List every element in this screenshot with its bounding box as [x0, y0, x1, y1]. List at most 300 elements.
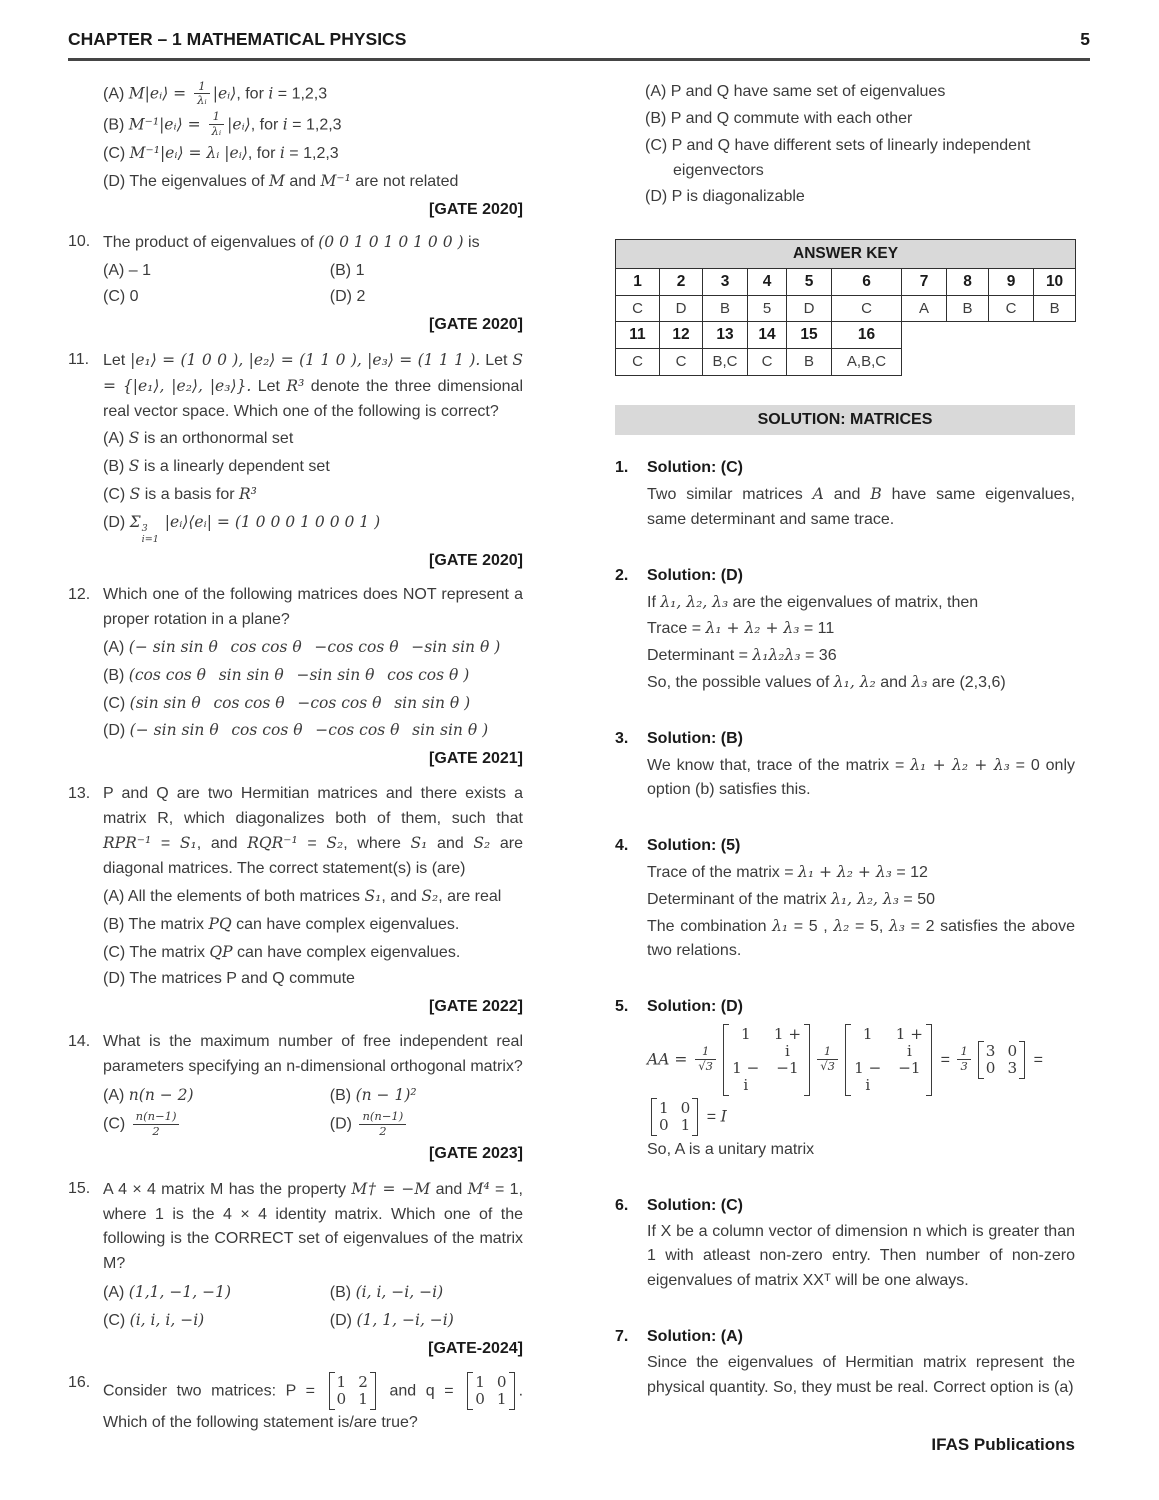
solution-number: 7. [615, 1328, 629, 1346]
text: The product of eigenvalues of [103, 233, 319, 251]
chapter-title: CHAPTER – 1 MATHEMATICAL PHYSICS [68, 29, 407, 49]
answer-cell: C [989, 296, 1034, 322]
math-expression: (sin sin θ cos cos θ −cos cos θ sin sin θ ) [129, 693, 471, 712]
text: (D) [103, 722, 130, 740]
text: = 12 [891, 864, 928, 882]
text: is a basis for [140, 485, 239, 503]
text: = 2 satisfies the above two relations. [647, 917, 1076, 960]
question-text [103, 1030, 523, 1080]
math-expression: (1,1, −1, −1) [128, 1283, 232, 1302]
answer-cell: C [616, 349, 660, 375]
math-expression: (i, i, −i, −i) [355, 1283, 444, 1302]
answer-cell: B [1034, 296, 1076, 322]
option [103, 510, 523, 546]
options [103, 426, 523, 545]
text: , for [236, 85, 269, 103]
text: denote the three dimensional real vector space. Which one of the following is correct? [103, 377, 523, 420]
math-expression: QP [209, 942, 233, 961]
text: is a linearly dependent set [139, 458, 330, 476]
math-expression: (n − 1)² [355, 1085, 417, 1104]
options [103, 884, 523, 992]
math-expression: λ₁ + λ₂ + λ₃ [705, 619, 800, 638]
text: (B) [329, 1086, 356, 1104]
solution-answer: Solution: (D) [647, 566, 743, 584]
question-number: 11. [68, 350, 90, 368]
question-index: 5 [787, 269, 832, 296]
math-expression: M [269, 172, 285, 191]
text: are (2,3,6) [927, 674, 1006, 692]
answer-cell: A,B,C [832, 349, 902, 375]
text: have same eigenvalues, same determinant and same trace. [647, 486, 1076, 529]
question-text [103, 1177, 523, 1277]
option [330, 259, 523, 284]
answer-cell: C [660, 349, 703, 375]
math-expression: R³ [286, 376, 305, 395]
solution-number: 5. [615, 998, 629, 1016]
question-14 [68, 1030, 523, 1168]
text: (D) [329, 1116, 357, 1133]
question-index: 8 [947, 269, 989, 296]
solution-2 [615, 564, 1075, 696]
solution-6 [615, 1194, 1075, 1294]
column-gap [523, 78, 615, 1445]
option [103, 1083, 330, 1109]
math-expression: |e₁⟩ = (1 0 0 ), |e₂⟩ = (1 1 0 ), |e₃⟩ = (1 1 1 ). [130, 350, 481, 369]
math-expression: (− sin sin θ cos cos θ −cos cos θ sin sin θ ) [129, 721, 489, 740]
page-header [68, 26, 1090, 61]
answer-key-numbers-row [616, 269, 1076, 296]
text: So, A is a unitary matrix [647, 1141, 815, 1159]
question-index: 14 [748, 322, 787, 349]
solution-number: 1. [615, 459, 629, 477]
math-expression: |eᵢ⟩⟨eᵢ| = (1 0 0 0 1 0 0 0 1 ) [159, 512, 381, 531]
answer-cell: B,C [703, 349, 748, 375]
text: are the eigenvalues of matrix, then [728, 593, 979, 611]
math-expression: n(n − 2) [128, 1085, 194, 1104]
solution-number: 6. [615, 1196, 629, 1214]
math-expression: (cos cos θ sin sin θ −sin sin θ cos cos θ ) [128, 665, 470, 684]
question-text [103, 230, 523, 256]
text: (B) [103, 458, 129, 476]
text: = 1,2,3 [284, 145, 339, 163]
text: Trace = [647, 620, 706, 638]
math-expression: AA = [647, 1050, 693, 1069]
text: P and Q are two Hermitian matrices and there exists a matrix R, which diagonalizes both of them, such that [103, 784, 523, 827]
text: We know that, trace of the matrix = [647, 756, 911, 774]
text: (C) 0 [103, 288, 139, 306]
text: (C) The matrix [103, 943, 210, 961]
fraction: $\frac{n(n-1)}{2}$ [359, 1110, 406, 1139]
question-number: 13. [68, 784, 91, 802]
math-expression: R³ [239, 484, 257, 503]
text: = [1029, 1051, 1043, 1069]
text: (A) [103, 430, 129, 448]
text: (C) P and Q have different sets of linearly independent eigenvectors [645, 136, 1031, 179]
text: (B) P and Q commute with each other [645, 109, 913, 127]
text: Which one of the following matrices does NOT represent a proper rotation in a plane? [103, 586, 523, 629]
question-index: 3 [703, 269, 748, 296]
question-9-options-block [103, 80, 523, 195]
text: So, the possible values of [647, 674, 834, 692]
math-expression: S₁ [179, 834, 197, 853]
text: If X be a column vector of dimension n which is greater than 1 with atleast non-zero entry. Then number of non-zero eigenvalues of matrix XXᵀ will be one always. [647, 1222, 1075, 1290]
math-expression: RPR⁻¹ [103, 834, 152, 853]
fraction: $\frac{1}{√3}$ [695, 1045, 716, 1074]
gate-year-tag: [GATE 2022] [429, 998, 523, 1016]
math-expression: S = {|e₁⟩, |e₂⟩, |e₃⟩}. [103, 350, 523, 395]
matrix: 1 2 0 1 [329, 1372, 376, 1410]
option [103, 141, 523, 167]
option [103, 635, 523, 661]
solution-text [647, 1220, 1075, 1294]
solution-number: 2. [615, 566, 629, 584]
text: (A) [103, 1086, 129, 1104]
text: , for [247, 145, 280, 163]
option [645, 80, 1075, 105]
text: (C) [103, 1311, 130, 1329]
text: = 1, where 1 is the 4 × 4 identity matrix. Which one of the following is the CORRECT set of eigenvalues of the matrix M? [103, 1180, 524, 1273]
math-expression: M⁻¹|eᵢ⟩ = [128, 115, 206, 134]
options [103, 635, 523, 744]
text: = [702, 1108, 721, 1126]
text: and [430, 1180, 468, 1198]
answer-cell: D [660, 296, 703, 322]
solution-answer: Solution: (5) [647, 837, 741, 855]
solution-section-header: SOLUTION: MATRICES [615, 405, 1075, 436]
option [103, 912, 523, 938]
option [103, 259, 330, 284]
text: (D) P is diagonalizable [645, 188, 805, 206]
question-number: 12. [68, 586, 91, 604]
text: , for [250, 116, 283, 134]
option [103, 718, 523, 744]
text: , and [196, 835, 248, 853]
solution-answer: Solution: (D) [647, 998, 743, 1016]
option [645, 134, 1075, 184]
text: = 36 [800, 647, 837, 665]
answer-cell: B [787, 349, 832, 375]
text: (C) [103, 694, 130, 712]
text: (D) The matrices P and Q commute [103, 970, 355, 988]
answer-cell: C [616, 296, 660, 322]
text: Let [480, 351, 513, 369]
math-expression: λ₁λ₂λ₃ [752, 646, 801, 665]
answer-key-title: ANSWER KEY [616, 240, 1076, 269]
fraction: $\frac{1}{\text{λᵢ}}$ [209, 110, 225, 139]
option [330, 285, 523, 310]
text: and [284, 173, 321, 191]
math-expression: λ₃ [888, 916, 906, 935]
solution-text [647, 482, 1075, 533]
text: = 5, [849, 917, 889, 935]
text: If [647, 593, 661, 611]
solution-text [647, 1138, 1075, 1163]
text: can have complex eigenvalues. [232, 943, 461, 961]
text: Determinant of the matrix [647, 890, 832, 908]
math-expression: PQ [208, 914, 232, 933]
question-16-options-block [615, 80, 1075, 210]
question-index: 6 [832, 269, 902, 296]
question-text [103, 583, 523, 633]
question-number: 14. [68, 1033, 91, 1051]
option [103, 1110, 330, 1139]
gate-year-tag: [GATE 2020] [429, 551, 523, 569]
question-number: 15. [68, 1179, 91, 1197]
math-expression: M|eᵢ⟩ = [128, 84, 192, 103]
text: is [463, 233, 480, 251]
text: = 11 [799, 620, 835, 638]
solution-text [647, 616, 1075, 642]
text: = [297, 835, 327, 853]
option [103, 285, 330, 310]
math-expression: S₁ [410, 834, 428, 853]
option [103, 663, 523, 689]
math-expression: S [128, 429, 140, 448]
text: (D) [329, 1311, 357, 1329]
text: (B) [103, 116, 129, 134]
solution-answer: Solution: (A) [647, 1328, 743, 1346]
solution-text [647, 643, 1075, 669]
text: = 1,2,3 [287, 116, 342, 134]
text: Let [251, 377, 287, 395]
math-expression: |eᵢ⟩ [212, 84, 237, 103]
text: The combination [647, 917, 773, 935]
option [103, 80, 523, 109]
text: = 50 [898, 890, 935, 908]
options [103, 1081, 523, 1139]
text: , and [381, 888, 422, 906]
option [103, 482, 523, 508]
question-index: 12 [660, 322, 703, 349]
text: = 0 only option (b) satisfies this. [647, 756, 1076, 799]
text: and [823, 486, 871, 504]
question-12 [68, 583, 523, 773]
math-expression: S₁ [364, 887, 382, 906]
math-expression: λ₁ [772, 916, 789, 935]
text: = 1,2,3 [273, 85, 328, 103]
text: is an orthonormal set [139, 430, 294, 448]
answer-cell: C [748, 349, 787, 375]
options [103, 257, 523, 311]
question-index: 15 [787, 322, 832, 349]
text: Two similar matrices [647, 486, 813, 504]
solution-number: 4. [615, 837, 629, 855]
gate-year-tag: [GATE 2020] [429, 316, 523, 334]
gate-year-tag: [GATE 2021] [429, 750, 523, 768]
math-expression: (1, 1, −i, −i) [356, 1310, 454, 1329]
math-expression: i [279, 144, 285, 163]
text: (D) [103, 513, 130, 531]
math-expression: i [282, 115, 288, 134]
text: can have complex eigenvalues. [231, 915, 460, 933]
text: (D) 2 [329, 288, 366, 306]
math-expression: λ₁, λ₂, λ₃ [660, 592, 729, 611]
answer-cell: B [947, 296, 989, 322]
text: = 5 , [788, 917, 834, 935]
solution-text [647, 887, 1075, 913]
matrix: 1 1 + i 1 − i −1 [723, 1024, 810, 1096]
question-10 [68, 230, 523, 339]
text: (A) – 1 [103, 261, 152, 279]
solution-1 [615, 456, 1075, 532]
math-expression: I [720, 1107, 727, 1126]
text: A 4 × 4 matrix M has the property [103, 1180, 352, 1198]
option [645, 185, 1075, 210]
question-number: 10. [68, 232, 91, 250]
solution-equation [647, 1023, 1075, 1137]
text: (A) [103, 638, 129, 656]
text: (A) [103, 1284, 129, 1302]
text: and [427, 835, 474, 853]
option [330, 1083, 523, 1109]
answer-key-header-row [616, 240, 1076, 269]
option [103, 111, 523, 140]
math-expression: λ₂ [833, 916, 850, 935]
solution-text [647, 1351, 1075, 1401]
solution-5 [615, 995, 1075, 1163]
matrix: 1 0 0 1 [467, 1372, 514, 1410]
solution-answer: Solution: (B) [647, 729, 743, 747]
option [330, 1110, 523, 1139]
option [103, 1308, 330, 1334]
question-11 [68, 348, 523, 574]
math-expression: B [870, 485, 882, 504]
math-expression: λ₃ [911, 673, 928, 692]
question-index: 1 [616, 269, 660, 296]
solution-answer: Solution: (C) [647, 1196, 743, 1214]
matrix: 3 0 0 3 [978, 1041, 1025, 1079]
answer-key-table [615, 239, 1076, 376]
matrix: 1 1 + i 1 − i −1 [845, 1024, 932, 1096]
gate-year-tag: [GATE-2024] [428, 1339, 523, 1357]
math-expression: S₂ [326, 834, 344, 853]
option [103, 940, 523, 966]
math-expression: i [268, 84, 274, 103]
fraction: $\frac{n(n-1)}{2}$ [133, 1110, 180, 1139]
option [103, 691, 523, 717]
question-text [103, 348, 523, 424]
text: (A) All the elements of both matrices [103, 888, 365, 906]
question-text [103, 1371, 523, 1436]
text: . Which of the following statement is/are true? [103, 1382, 524, 1432]
text: (B) [103, 666, 129, 684]
right-column [615, 78, 1075, 1445]
text: and q = [379, 1382, 464, 1400]
text: are diagonal matrices. The correct statement(s) is (are) [103, 835, 524, 878]
question-number: 16. [68, 1374, 91, 1392]
option [103, 426, 523, 452]
question-index: 7 [902, 269, 947, 296]
text: (C) [103, 145, 130, 163]
text: Determinant = [647, 647, 753, 665]
math-expression: Σ [129, 512, 141, 531]
answer-cell: B [703, 296, 748, 322]
gate-year-tag: [GATE 2023] [429, 1145, 523, 1163]
solution-7 [615, 1325, 1075, 1400]
answer-cell: A [902, 296, 947, 322]
solution-text [647, 670, 1075, 696]
answer-key-empty-area [902, 322, 1076, 375]
answer-cell: 5 [748, 296, 787, 322]
math-expression: |eᵢ⟩ [227, 115, 251, 134]
solution-text [647, 753, 1075, 804]
math-expression: RQR⁻¹ [247, 834, 298, 853]
option [103, 1280, 330, 1306]
question-index: 9 [989, 269, 1034, 296]
matrix: 1 0 0 1 [651, 1098, 698, 1136]
text: (A) P and Q have same set of eigenvalues [645, 83, 946, 101]
question-index: 11 [616, 322, 660, 349]
text: are not related [350, 173, 459, 191]
text: Let [103, 351, 131, 369]
solution-text [647, 590, 1075, 616]
question-15 [68, 1177, 523, 1363]
question-text [103, 782, 523, 882]
text: = [936, 1051, 955, 1069]
question-index: 16 [832, 322, 902, 349]
fraction: $\frac{1}{√3}$ [817, 1045, 838, 1074]
option [330, 1280, 523, 1306]
math-expression: λ₁ + λ₂ + λ₃ [798, 863, 892, 882]
text: (B) 1 [329, 261, 365, 279]
option [103, 454, 523, 480]
text: (B) [329, 1284, 356, 1302]
math-expression: A [812, 485, 824, 504]
question-index: 2 [660, 269, 703, 296]
math-expression: S [128, 457, 140, 476]
solution-text [647, 860, 1075, 886]
text: Consider two matrices: P = [103, 1382, 325, 1400]
fraction: $\frac{1}{3}$ [957, 1045, 970, 1074]
text: and [875, 674, 912, 692]
math-expression: λ₁ + λ₂ + λ₃ [910, 755, 1010, 774]
text: = [151, 835, 180, 853]
solution-number: 3. [615, 729, 629, 747]
text: What is the maximum number of free independent real parameters specifying an n-dimensional orthogonal matrix? [103, 1033, 523, 1075]
math-expression: λ₁, λ₂, λ₃ [831, 889, 899, 908]
question-index: 10 [1034, 269, 1076, 296]
left-column [68, 78, 523, 1445]
solution-answer: Solution: (C) [647, 459, 743, 477]
option [330, 1308, 523, 1334]
text: , are real [438, 888, 502, 906]
math-expression: λ₁, λ₂ [833, 673, 876, 692]
question-index: 4 [748, 269, 787, 296]
math-expression: (− sin sin θ cos cos θ −cos cos θ −sin sin θ ) [128, 637, 501, 656]
solution-4 [615, 834, 1075, 964]
text: Trace of the matrix = [647, 864, 799, 882]
option [103, 169, 523, 195]
math-expression: M† = −M [351, 1179, 431, 1198]
publisher-footer: IFAS Publications [931, 1434, 1075, 1454]
options [103, 1278, 523, 1334]
text: , where [343, 835, 411, 853]
option [645, 107, 1075, 132]
math-expression: (i, i, i, −i) [129, 1310, 205, 1329]
page-number: 5 [1080, 29, 1090, 49]
answer-cell: C [832, 296, 902, 322]
question-16 [68, 1371, 523, 1436]
math-expression: S₂ [473, 834, 491, 853]
answer-key-answers-row [616, 296, 1076, 322]
text: (C) [103, 485, 130, 503]
math-expression: S₂ [421, 887, 439, 906]
fraction: $\frac{1}{\text{λᵢ}}$ [194, 80, 210, 109]
math-expression: M⁴ [467, 1179, 490, 1198]
text: (C) [103, 1116, 130, 1133]
text: (A) [103, 85, 129, 103]
math-expression: M⁻¹|eᵢ⟩ = λᵢ |eᵢ⟩ [129, 144, 248, 163]
